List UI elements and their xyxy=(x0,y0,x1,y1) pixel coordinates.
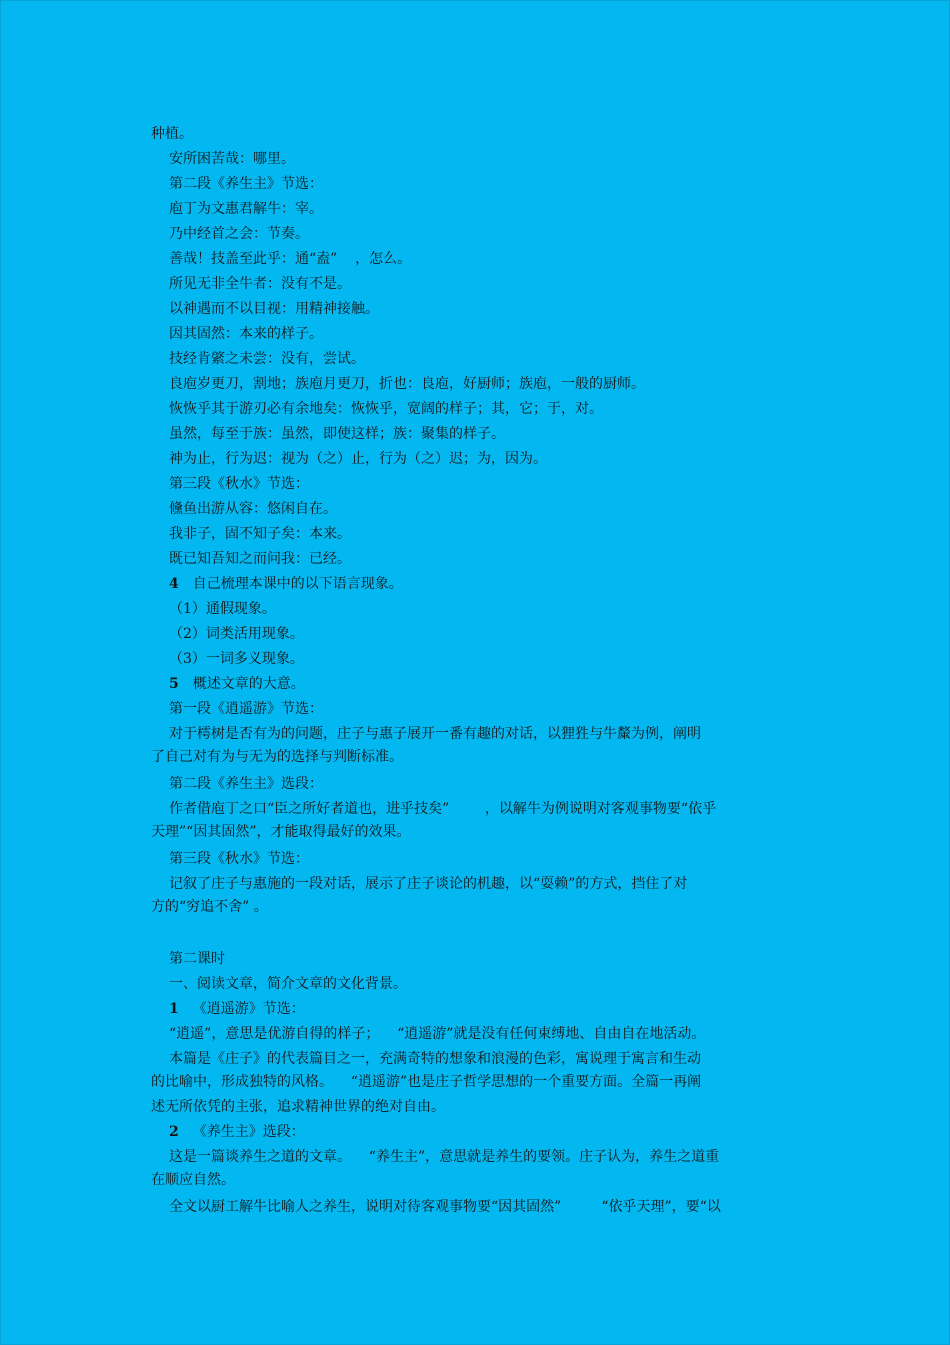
line-text: 记叙了庄子与惠施的一段对话，展示了庄子谈论的机趣，以“耍赖”的方式，挡住了对 xyxy=(169,876,688,892)
text-line xyxy=(169,375,645,393)
line-text: 因其固然：本来的样子。 xyxy=(169,326,323,342)
text-line xyxy=(169,675,305,693)
text-line xyxy=(169,850,309,868)
text-line xyxy=(169,800,716,818)
text-line xyxy=(151,1073,701,1091)
item-number: 4 xyxy=(169,576,179,592)
text-line xyxy=(169,1198,721,1216)
text-line xyxy=(169,1025,705,1043)
text-line xyxy=(169,350,365,368)
line-text: 第二段《养生主》选段： xyxy=(169,776,323,792)
line-text: 庖丁为文惠君解牛：宰。 xyxy=(169,201,323,217)
text-line xyxy=(169,1050,701,1068)
line-text: （2）词类活用现象。 xyxy=(169,626,304,642)
item-number: 2 xyxy=(169,1124,179,1140)
item-number: 1 xyxy=(169,1001,179,1017)
text-line xyxy=(169,300,379,318)
line-text: 方的“穷追不舍” 。 xyxy=(151,899,268,915)
text-line xyxy=(169,550,351,568)
item-number: 5 xyxy=(169,676,179,692)
line-text: 第二课时 xyxy=(169,951,225,967)
line-text: 乃中经首之会：节奏。 xyxy=(169,226,309,242)
line-text: 安所困苦哉：哪里。 xyxy=(169,151,295,167)
text-line xyxy=(169,625,304,643)
text-line xyxy=(151,1098,445,1116)
line-text: 一、阅读文章，简介文章的文化背景。 xyxy=(169,976,407,992)
line-text: “逍遥”，意思是优游自得的样子； “逍遥游”就是没有任何束缚地、自由自在地活动。 xyxy=(169,1026,706,1042)
line-text: 的比喻中，形成独特的风格。 “逍遥游”也是庄子哲学思想的一个重要方面。全篇一再阐 xyxy=(151,1074,702,1090)
text-line xyxy=(169,200,323,218)
text-line xyxy=(169,725,701,743)
line-text: 在顺应自然。 xyxy=(151,1172,235,1188)
line-text: 善哉！技盖至此乎：通“盍” ，怎么。 xyxy=(169,251,412,267)
line-text: 自己梳理本课中的以下语言现象。 xyxy=(192,576,403,592)
line-text: 以神遇而不以目视：用精神接触。 xyxy=(169,301,379,317)
line-text: 述无所依凭的主张，追求精神世界的绝对自由。 xyxy=(151,1099,445,1115)
line-text: 全文以厨工解牛比喻人之养生，说明对待客观事物要“因其固然” “依乎天理”，要“以 xyxy=(169,1199,721,1215)
line-text: 作者借庖丁之口“臣之所好者道也，进乎技矣” ，以解牛为例说明对客观事物要“依乎 xyxy=(169,801,717,817)
text-line xyxy=(169,225,309,243)
text-line xyxy=(169,1123,305,1141)
text-line xyxy=(151,1171,235,1189)
text-line xyxy=(169,150,295,168)
line-text: 这是一篇谈养生之道的文章。 “养生主”，意思就是养生的要领。庄子认为，养生之道重 xyxy=(169,1149,720,1165)
text-line xyxy=(151,898,268,916)
text-line xyxy=(169,1148,719,1166)
line-text: 既已知吾知之而问我：已经。 xyxy=(169,551,351,567)
text-line xyxy=(169,775,323,793)
line-text: （3）一词多义现象。 xyxy=(169,651,304,667)
text-line xyxy=(169,600,276,618)
line-text: 虽然，每至于族：虽然，即使这样；族：聚集的样子。 xyxy=(169,426,505,442)
line-text: 概述文章的大意。 xyxy=(192,676,305,692)
text-line xyxy=(169,1000,305,1018)
line-text: 了自己对有为与无为的选择与判断标准。 xyxy=(151,749,403,765)
text-line xyxy=(169,650,304,668)
text-line xyxy=(151,823,410,841)
text-line xyxy=(169,250,411,268)
line-text: 本篇是《庄子》的代表篇目之一，充满奇特的想象和浪漫的色彩，寓说理于寓言和生动 xyxy=(169,1051,701,1067)
text-line xyxy=(169,475,309,493)
line-text: （1）通假现象。 xyxy=(169,601,276,617)
text-line xyxy=(169,575,403,593)
line-text: 第二段《养生主》节选： xyxy=(169,176,323,192)
line-text: 种植。 xyxy=(151,126,193,142)
text-line xyxy=(169,525,351,543)
text-line xyxy=(151,125,193,143)
text-line xyxy=(169,875,687,893)
line-text: 《养生主》选段： xyxy=(192,1124,305,1140)
text-line xyxy=(169,950,225,968)
text-line xyxy=(169,975,407,993)
line-text: 神为止，行为迟：视为（之）止，行为（之）迟；为，因为。 xyxy=(169,451,547,467)
text-line xyxy=(151,748,403,766)
line-text: 第三段《秋水》节选： xyxy=(169,851,309,867)
line-text: 对于樗树是否有为的问题，庄子与惠子展开一番有趣的对话，以狸狌与牛斄为例，阐明 xyxy=(169,726,701,742)
line-text: 良庖岁更刀，割地；族庖月更刀，折也：良庖，好厨师；族庖，一般的厨师。 xyxy=(169,376,645,392)
line-text: 《逍遥游》节选： xyxy=(192,1001,305,1017)
text-line xyxy=(169,425,505,443)
line-text: 我非子，固不知子矣：本来。 xyxy=(169,526,351,542)
text-line xyxy=(169,175,323,193)
line-text: 恢恢乎其于游刃必有余地矣：恢恢乎，宽阔的样子；其，它；于，对。 xyxy=(169,401,603,417)
text-line xyxy=(169,275,351,293)
line-text: 儵鱼出游从容：悠闲自在。 xyxy=(169,501,337,517)
line-text: 天理”“因其固然”，才能取得最好的效果。 xyxy=(151,824,411,840)
line-text: 技经肯綮之未尝：没有，尝试。 xyxy=(169,351,365,367)
text-line xyxy=(169,700,323,718)
line-text: 第三段《秋水》节选： xyxy=(169,476,309,492)
text-line xyxy=(169,400,603,418)
text-line xyxy=(169,450,547,468)
text-line xyxy=(169,325,323,343)
text-line xyxy=(169,500,337,518)
line-text: 所见无非全牛者：没有不是。 xyxy=(169,276,351,292)
line-text: 第一段《逍遥游》节选： xyxy=(169,701,323,717)
